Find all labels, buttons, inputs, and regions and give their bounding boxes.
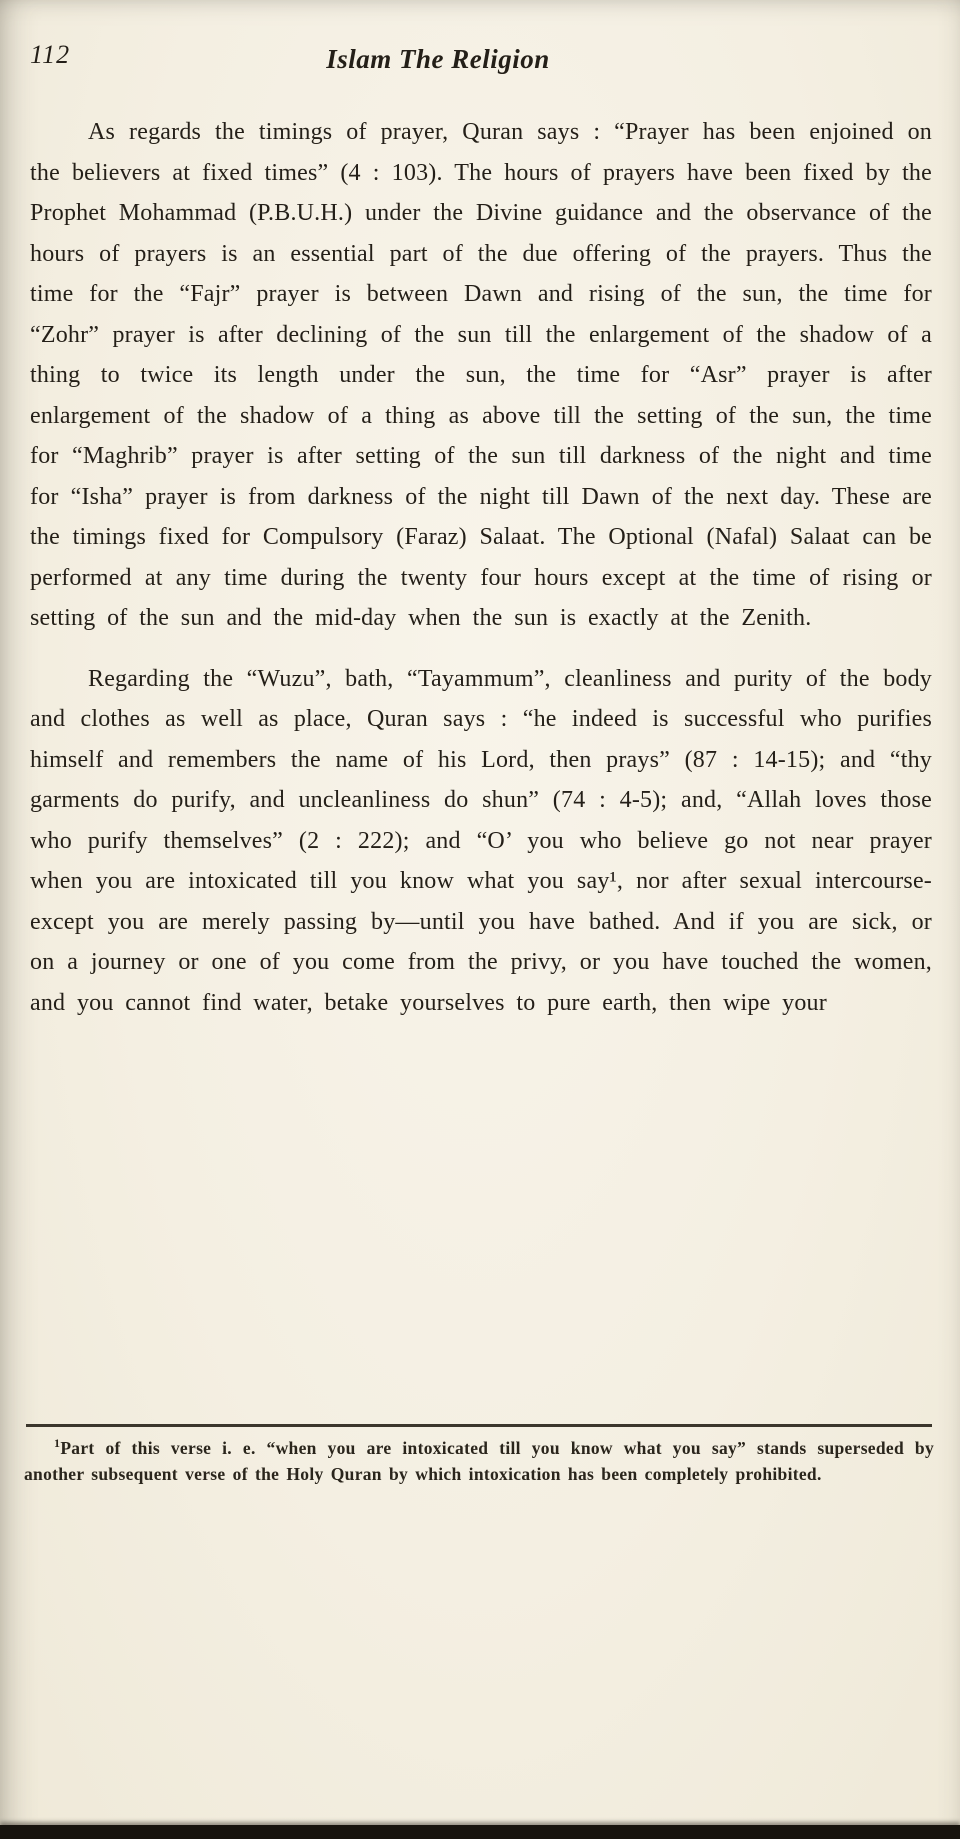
body-paragraph: Regarding the “Wuzu”, bath, “Tayammum”, cleanliness and purity of the body and clothes as well as place, Quran says : “he indeed is successful who purifies himself and remembers the name of his Lord, then prays” (87 : 14-15); and “thy garments do purify, and uncleanliness do shun” (74 : 4-5); and, “Allah loves those who purify themselves” (2 : 222); and “O’ you who believe go not near prayer when you are intoxicated till you know what you say¹, nor after sexual intercourse-except you are merely passing by—until you have bathed. And if you are sick, or on a journey or one of you come from the privy, or you have touched the women, and you cannot find water, betake yourselves to pure earth, then wipe your xyxy=(30,665,932,1016)
page-number: 112 xyxy=(30,40,71,69)
footnote xyxy=(24,1435,934,1487)
footnote-area xyxy=(0,1424,960,1487)
page-header xyxy=(0,0,960,86)
footnote-text: Part of this verse i. e. “when you are intoxicated till you know what you say” stands superseded by another subsequent verse of the Holy Quran by which intoxication has been completely prohibited. xyxy=(24,1438,934,1484)
page-body xyxy=(0,112,960,1023)
footnote-marker: 1 xyxy=(54,1436,61,1451)
body-paragraph: As regards the timings of prayer, Quran says : “Prayer has been enjoined on the believers at fixed times” (4 : 103). The hours of prayers have been fixed by the Prophet Mohammad (P.B.U.H.) under the Divine guidance and the observance of the hours of prayers is an essential part of the due offering of the prayers. Thus the time for the “Fajr” prayer is between Dawn and rising of the sun, the time for “Zohr” prayer is after declining of the sun till the enlargement of the shadow of a thing to twice its length under the sun, the time for “Asr” prayer is after enlargement of the shadow of a thing as above till the setting of the sun, the time for “Maghrib” prayer is after setting of the sun till darkness of the night and time for “Isha” prayer is from darkness of the night till Dawn of the next day. These are the timings fixed for Compulsory (Faraz) Salaat. The Optional (Nafal) Salaat can be performed at any time during the twenty four hours except at the time of rising or setting of the sun and the mid-day when the sun is exactly at the Zenith. xyxy=(30,119,932,631)
footnote-divider xyxy=(26,1424,932,1427)
scan-bottom-edge xyxy=(0,1825,960,1839)
page-title: Islam The Religion xyxy=(326,44,550,74)
